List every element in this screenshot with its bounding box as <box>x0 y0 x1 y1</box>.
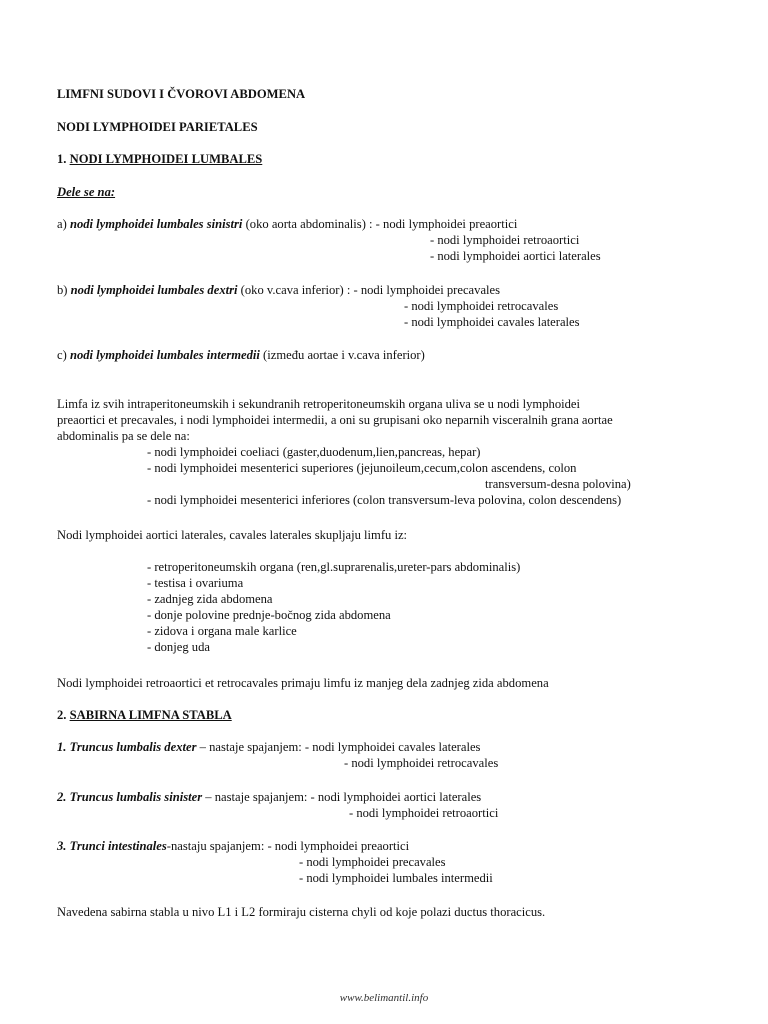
truncus-2-rest: – nastaje spajanjem: - nodi lymphoidei aortici laterales <box>202 790 482 804</box>
truncus-3-name: 3. Trunci intestinales <box>57 839 167 853</box>
item-b-rest: (oko v.cava inferior) : - nodi lymphoidei precavales <box>237 283 501 297</box>
para2-list-item: - retroperitoneumskih organa (ren,gl.suprarenalis,ureter-pars abdominalis) <box>147 560 521 574</box>
para2-list-item: - zadnjeg zida abdomena <box>147 592 273 606</box>
para2-list-item: - donjeg uda <box>147 640 210 654</box>
item-a <box>57 216 517 232</box>
para1-list-item: - nodi lymphoidei mesenterici superiores (jejunoileum,cecum,colon ascendens, colon <box>147 461 577 475</box>
item-a-prefix: a) <box>57 217 70 231</box>
truncus-1-sub: - nodi lymphoidei retrocavales <box>344 756 499 770</box>
truncus-2-sub: - nodi lymphoidei retroaortici <box>349 806 499 820</box>
para4: Navedena sabirna stabla u nivo L1 i L2 formiraju cisterna chyli od koje polazi ductus thoracicus. <box>57 905 546 919</box>
item-c <box>57 347 425 363</box>
truncus-3-rest: -nastaju spajanjem: - nodi lymphoidei preaortici <box>166 839 410 853</box>
para1-list-item: transversum-desna polovina) <box>485 477 631 491</box>
subtitle: NODI LYMPHOIDEI PARIETALES <box>57 120 258 134</box>
section-1-title: NODI LYMPHOIDEI LUMBALES <box>69 152 263 166</box>
item-b-sub-1: - nodi lymphoidei retrocavales <box>404 299 559 313</box>
item-b-prefix: b) <box>57 283 71 297</box>
para2-list-item: - donje polovine prednje-bočnog zida abdomena <box>147 608 391 622</box>
truncus-1-rest: – nastaje spajanjem: - nodi lymphoidei cavales laterales <box>196 740 481 754</box>
section-1-heading <box>57 151 262 167</box>
section-2-number: 2. <box>57 708 70 722</box>
section-2-heading <box>57 707 232 723</box>
item-c-rest: (između aortae i v.cava inferior) <box>259 348 425 362</box>
item-c-prefix: c) <box>57 348 70 362</box>
item-b <box>57 282 500 298</box>
para1-list-item: - nodi lymphoidei coeliaci (gaster,duodenum,lien,pancreas, hepar) <box>147 445 481 459</box>
footer-url: www.belimantil.info <box>339 992 429 1004</box>
section-2-title: SABIRNA LIMFNA STABLA <box>69 708 232 722</box>
page-title: LIMFNI SUDOVI I ČVOROVI ABDOMENA <box>57 87 306 101</box>
truncus-2-name: 2. Truncus lumbalis sinister <box>57 790 203 804</box>
dele-label: Dele se na: <box>57 185 116 199</box>
para1-line-2: preaortici et precavales, i nodi lymphoidei intermedii, a oni su grupisani oko neparnih visceralnih grana aortae <box>57 413 613 427</box>
item-b-sub-2: - nodi lymphoidei cavales laterales <box>404 315 580 329</box>
item-a-rest: (oko aorta abdominalis) : - nodi lymphoidei preaortici <box>242 217 518 231</box>
para2-list-item: - testisa i ovariuma <box>147 576 244 590</box>
para1-line-1: Limfa iz svih intraperitoneumskih i sekundranih retroperitoneumskih organa uliva se u nodi lymphoidei <box>57 397 580 411</box>
para1-line-3: abdominalis pa se dele na: <box>57 429 190 443</box>
truncus-1-name: 1. Truncus lumbalis dexter <box>57 740 197 754</box>
item-b-name: nodi lymphoidei lumbales dextri <box>70 283 238 297</box>
item-a-name: nodi lymphoidei lumbales sinistri <box>69 217 243 231</box>
para1-list-item: - nodi lymphoidei mesenterici inferiores (colon transversum-leva polovina, colon descendens) <box>147 493 622 507</box>
para2-list-item: - zidova i organa male karlice <box>147 624 297 638</box>
section-1-number: 1. <box>57 152 70 166</box>
truncus-3-sub-1: - nodi lymphoidei precavales <box>299 855 446 869</box>
truncus-3 <box>57 838 409 854</box>
para3: Nodi lymphoidei retroaortici et retrocavales primaju limfu iz manjeg dela zadnjeg zida abdomena <box>57 676 549 690</box>
para2: Nodi lymphoidei aortici laterales, cavales laterales skupljaju limfu iz: <box>57 528 408 542</box>
item-c-name: nodi lymphoidei lumbales intermedii <box>69 348 260 362</box>
item-a-sub-2: - nodi lymphoidei aortici laterales <box>430 249 601 263</box>
truncus-1 <box>57 739 480 755</box>
truncus-3-sub-2: - nodi lymphoidei lumbales intermedii <box>299 871 493 885</box>
item-a-sub-1: - nodi lymphoidei retroaortici <box>430 233 580 247</box>
truncus-2 <box>57 789 481 805</box>
